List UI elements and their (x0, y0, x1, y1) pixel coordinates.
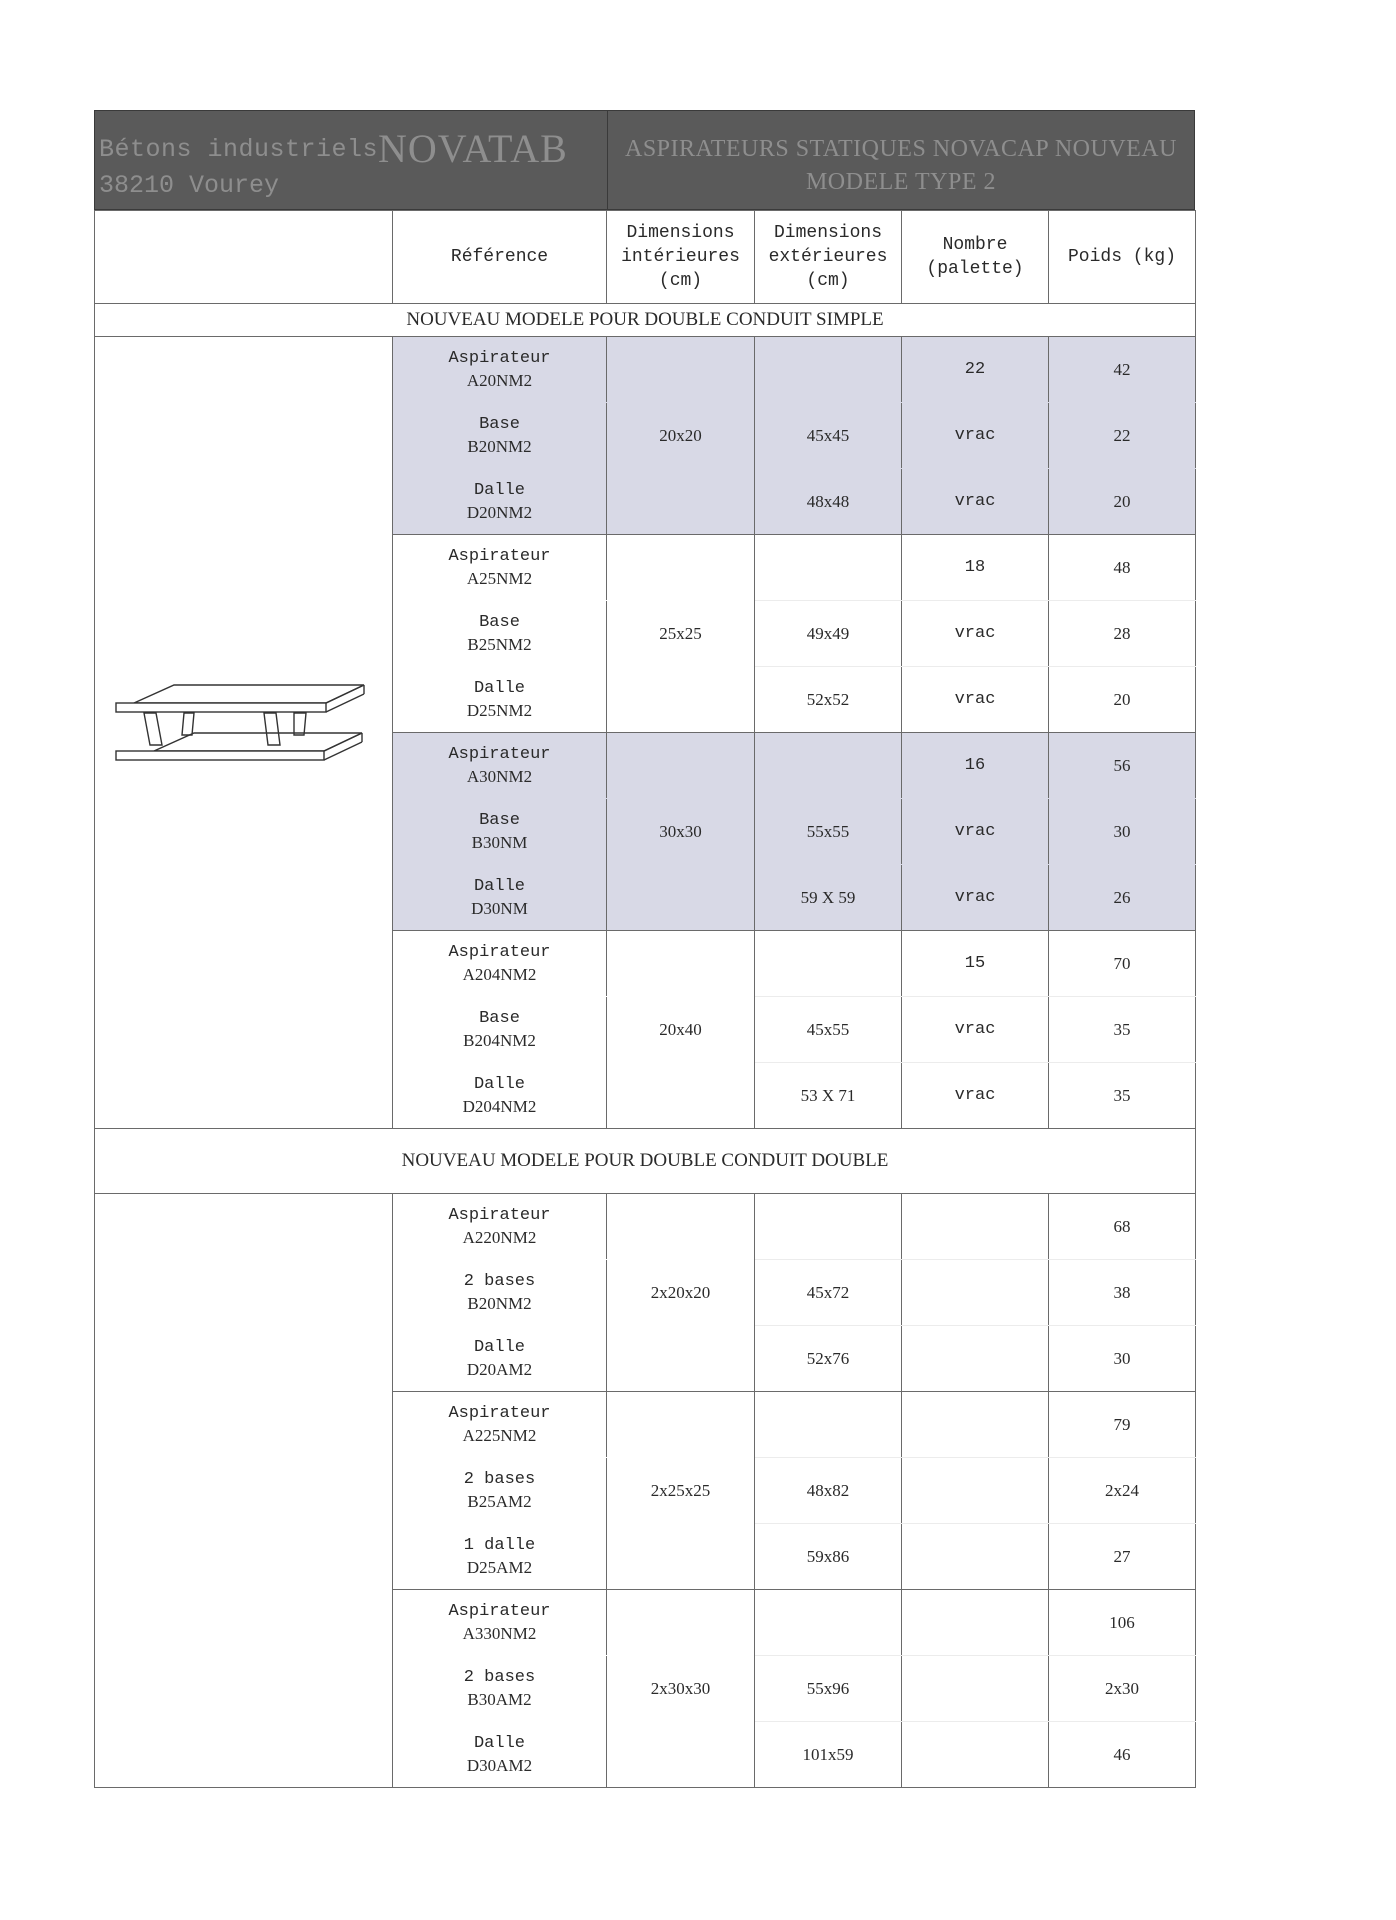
part-type: Aspirateur (448, 1601, 551, 1621)
reference-cell (393, 601, 607, 667)
part-type: Base (479, 414, 520, 434)
reference-cell (393, 733, 607, 799)
poids-cell: 35 (1049, 1063, 1196, 1129)
product-illustration-cell (95, 337, 393, 1129)
poids-cell: 30 (1049, 799, 1196, 865)
dim-ext-cell: 45x55 (755, 997, 902, 1063)
part-code: A25NM2 (466, 568, 533, 588)
title-line-2: MODELE TYPE 2 (805, 169, 997, 195)
part-type: Dalle (473, 678, 525, 698)
reference-cell (393, 1326, 607, 1392)
company-city: 38210 Vourey (99, 171, 280, 200)
dim-ext-cell (755, 337, 902, 403)
part-code: B30NM (471, 832, 528, 852)
nombre-cell (902, 1524, 1049, 1590)
part-type: 2 bases (463, 1667, 536, 1687)
poids-cell: 26 (1049, 865, 1196, 931)
reference-column-header: Référence (393, 211, 607, 304)
reference-cell (393, 997, 607, 1063)
part-code: B20NM2 (467, 1293, 532, 1313)
dim-ext-header-line-1: Dimensions (773, 223, 883, 243)
part-type: Base (479, 612, 520, 632)
part-type: Dalle (473, 876, 525, 896)
brand-name: NOVATAB (378, 126, 568, 171)
dim-int-cell: 2x30x30 (607, 1590, 755, 1788)
part-type: Aspirateur (448, 744, 551, 764)
part-type: Aspirateur (448, 546, 551, 566)
part-type: Base (479, 1008, 520, 1028)
part-type: Aspirateur (448, 1205, 551, 1225)
company-block (95, 111, 608, 209)
poids-cell: 27 (1049, 1524, 1196, 1590)
dim-int-cell: 2x25x25 (607, 1392, 755, 1590)
part-code: D30AM2 (466, 1755, 533, 1775)
part-code: A20NM2 (466, 370, 533, 390)
section-1-body (95, 337, 1196, 1129)
poids-cell: 2x30 (1049, 1656, 1196, 1722)
poids-cell: 30 (1049, 1326, 1196, 1392)
part-type: 2 bases (463, 1271, 536, 1291)
part-code: D20NM2 (466, 502, 533, 522)
part-type: Dalle (473, 1733, 525, 1753)
dim-ext-cell: 101x59 (755, 1722, 902, 1788)
poids-cell: 22 (1049, 403, 1196, 469)
dim-ext-column-header (755, 211, 902, 304)
poids-cell: 56 (1049, 733, 1196, 799)
dim-ext-cell (755, 1194, 902, 1260)
dim-int-header-line-2: intérieures (621, 247, 740, 267)
reference-cell (393, 1194, 607, 1260)
poids-cell: 20 (1049, 469, 1196, 535)
company-name: Bétons industriels (99, 135, 379, 164)
nombre-header-line-2: (palette) (926, 259, 1024, 279)
part-code: A204NM2 (462, 964, 537, 984)
reference-cell (393, 799, 607, 865)
poids-cell: 2x24 (1049, 1458, 1196, 1524)
nombre-cell: vrac (902, 1063, 1049, 1129)
title-line-1: ASPIRATEURS STATIQUES NOVACAP NOUVEAU (625, 136, 1177, 162)
nombre-header-line-1: Nombre (942, 235, 1008, 255)
dim-ext-cell: 52x76 (755, 1326, 902, 1392)
part-type: Aspirateur (448, 1403, 551, 1423)
dim-ext-cell (755, 1392, 902, 1458)
nombre-cell (902, 1326, 1049, 1392)
part-type: 2 bases (463, 1469, 536, 1489)
column-header-row (95, 211, 1196, 304)
dim-int-header-line-1: Dimensions (626, 223, 735, 243)
part-code: D30NM (471, 898, 528, 918)
part-type: Dalle (473, 1337, 525, 1357)
dim-ext-cell: 53 X 71 (755, 1063, 902, 1129)
section-1-title-row (95, 304, 1196, 337)
dim-ext-cell: 45x45 (755, 403, 902, 469)
poids-cell: 35 (1049, 997, 1196, 1063)
poids-cell: 20 (1049, 667, 1196, 733)
dim-int-cell: 20x20 (607, 337, 755, 535)
dim-int-cell: 25x25 (607, 535, 755, 733)
dim-ext-cell: 48x82 (755, 1458, 902, 1524)
nombre-cell (902, 1722, 1049, 1788)
nombre-cell: 16 (902, 733, 1049, 799)
part-code: B30AM2 (467, 1689, 532, 1709)
reference-cell (393, 1524, 607, 1590)
poids-cell: 38 (1049, 1260, 1196, 1326)
poids-cell: 106 (1049, 1590, 1196, 1656)
poids-cell: 79 (1049, 1392, 1196, 1458)
poids-column-header: Poids (kg) (1049, 211, 1196, 304)
dim-ext-cell: 59 X 59 (755, 865, 902, 931)
nombre-cell (902, 1656, 1049, 1722)
nombre-column-header (902, 211, 1049, 304)
part-code: B25NM2 (467, 634, 532, 654)
reference-cell (393, 1722, 607, 1788)
nombre-cell: 18 (902, 535, 1049, 601)
part-code: D20AM2 (466, 1359, 533, 1379)
reference-cell (393, 1656, 607, 1722)
product-table (94, 210, 1196, 1788)
part-type: Aspirateur (448, 348, 551, 368)
poids-cell: 70 (1049, 931, 1196, 997)
dim-ext-cell (755, 535, 902, 601)
nombre-cell (902, 1458, 1049, 1524)
nombre-cell: vrac (902, 865, 1049, 931)
nombre-cell: vrac (902, 667, 1049, 733)
dim-int-column-header (607, 211, 755, 304)
table-row (95, 337, 1196, 403)
part-code: D25AM2 (466, 1557, 533, 1577)
nombre-cell: 15 (902, 931, 1049, 997)
section-2-title-row (95, 1129, 1196, 1194)
part-code: D204NM2 (462, 1096, 537, 1116)
nombre-cell (902, 1392, 1049, 1458)
poids-cell: 48 (1049, 535, 1196, 601)
reference-cell (393, 1458, 607, 1524)
document-title (608, 111, 1194, 209)
part-code: A220NM2 (462, 1227, 537, 1247)
reference-cell (393, 337, 607, 403)
part-type: Dalle (473, 1074, 525, 1094)
part-code: A30NM2 (466, 766, 533, 786)
dim-int-header-line-3: (cm) (658, 271, 703, 291)
nombre-cell: vrac (902, 997, 1049, 1063)
nombre-cell (902, 1194, 1049, 1260)
section-2-body (95, 1194, 1196, 1788)
part-code: D25NM2 (466, 700, 533, 720)
dim-ext-header-line-2: extérieures (768, 247, 888, 267)
dim-ext-cell: 52x52 (755, 667, 902, 733)
section-2-title: NOUVEAU MODELE POUR DOUBLE CONDUIT DOUBLE (95, 1129, 1196, 1194)
aspirator-drawing (114, 673, 374, 793)
part-type: Dalle (473, 480, 525, 500)
nombre-cell: vrac (902, 799, 1049, 865)
reference-cell (393, 667, 607, 733)
dim-ext-cell: 55x55 (755, 799, 902, 865)
nombre-cell (902, 1260, 1049, 1326)
dim-ext-cell (755, 1590, 902, 1656)
nombre-cell: vrac (902, 601, 1049, 667)
section-1-title: NOUVEAU MODELE POUR DOUBLE CONDUIT SIMPLE (95, 304, 1196, 337)
reference-cell (393, 1392, 607, 1458)
header-banner (94, 110, 1195, 210)
part-type: Aspirateur (448, 942, 551, 962)
reference-cell (393, 469, 607, 535)
reference-cell (393, 535, 607, 601)
nombre-cell: 22 (902, 337, 1049, 403)
poids-cell: 28 (1049, 601, 1196, 667)
reference-cell (393, 1063, 607, 1129)
nombre-cell: vrac (902, 403, 1049, 469)
nombre-cell (902, 1590, 1049, 1656)
part-code: A225NM2 (462, 1425, 537, 1445)
dim-int-cell: 2x20x20 (607, 1194, 755, 1392)
poids-cell: 42 (1049, 337, 1196, 403)
reference-cell (393, 1260, 607, 1326)
part-code: A330NM2 (462, 1623, 537, 1643)
reference-cell (393, 865, 607, 931)
table-row (95, 1194, 1196, 1260)
part-code: B204NM2 (463, 1030, 536, 1050)
part-type: Base (479, 810, 520, 830)
product-sheet (94, 110, 1195, 1788)
reference-cell (393, 931, 607, 997)
reference-cell (393, 403, 607, 469)
dim-ext-cell (755, 931, 902, 997)
dim-int-cell: 30x30 (607, 733, 755, 931)
dim-ext-header-line-3: (cm) (806, 271, 850, 291)
dim-int-cell: 20x40 (607, 931, 755, 1129)
dim-ext-cell: 48x48 (755, 469, 902, 535)
image-column-header (95, 211, 393, 304)
dim-ext-cell: 59x86 (755, 1524, 902, 1590)
dim-ext-cell: 45x72 (755, 1260, 902, 1326)
reference-cell (393, 1590, 607, 1656)
part-type: 1 dalle (463, 1535, 536, 1555)
nombre-cell: vrac (902, 469, 1049, 535)
dim-ext-cell: 55x96 (755, 1656, 902, 1722)
poids-cell: 68 (1049, 1194, 1196, 1260)
dim-ext-cell (755, 733, 902, 799)
part-code: B25AM2 (467, 1491, 532, 1511)
part-code: B20NM2 (467, 436, 532, 456)
dim-ext-cell: 49x49 (755, 601, 902, 667)
poids-cell: 46 (1049, 1722, 1196, 1788)
empty-illustration-cell (95, 1194, 393, 1788)
